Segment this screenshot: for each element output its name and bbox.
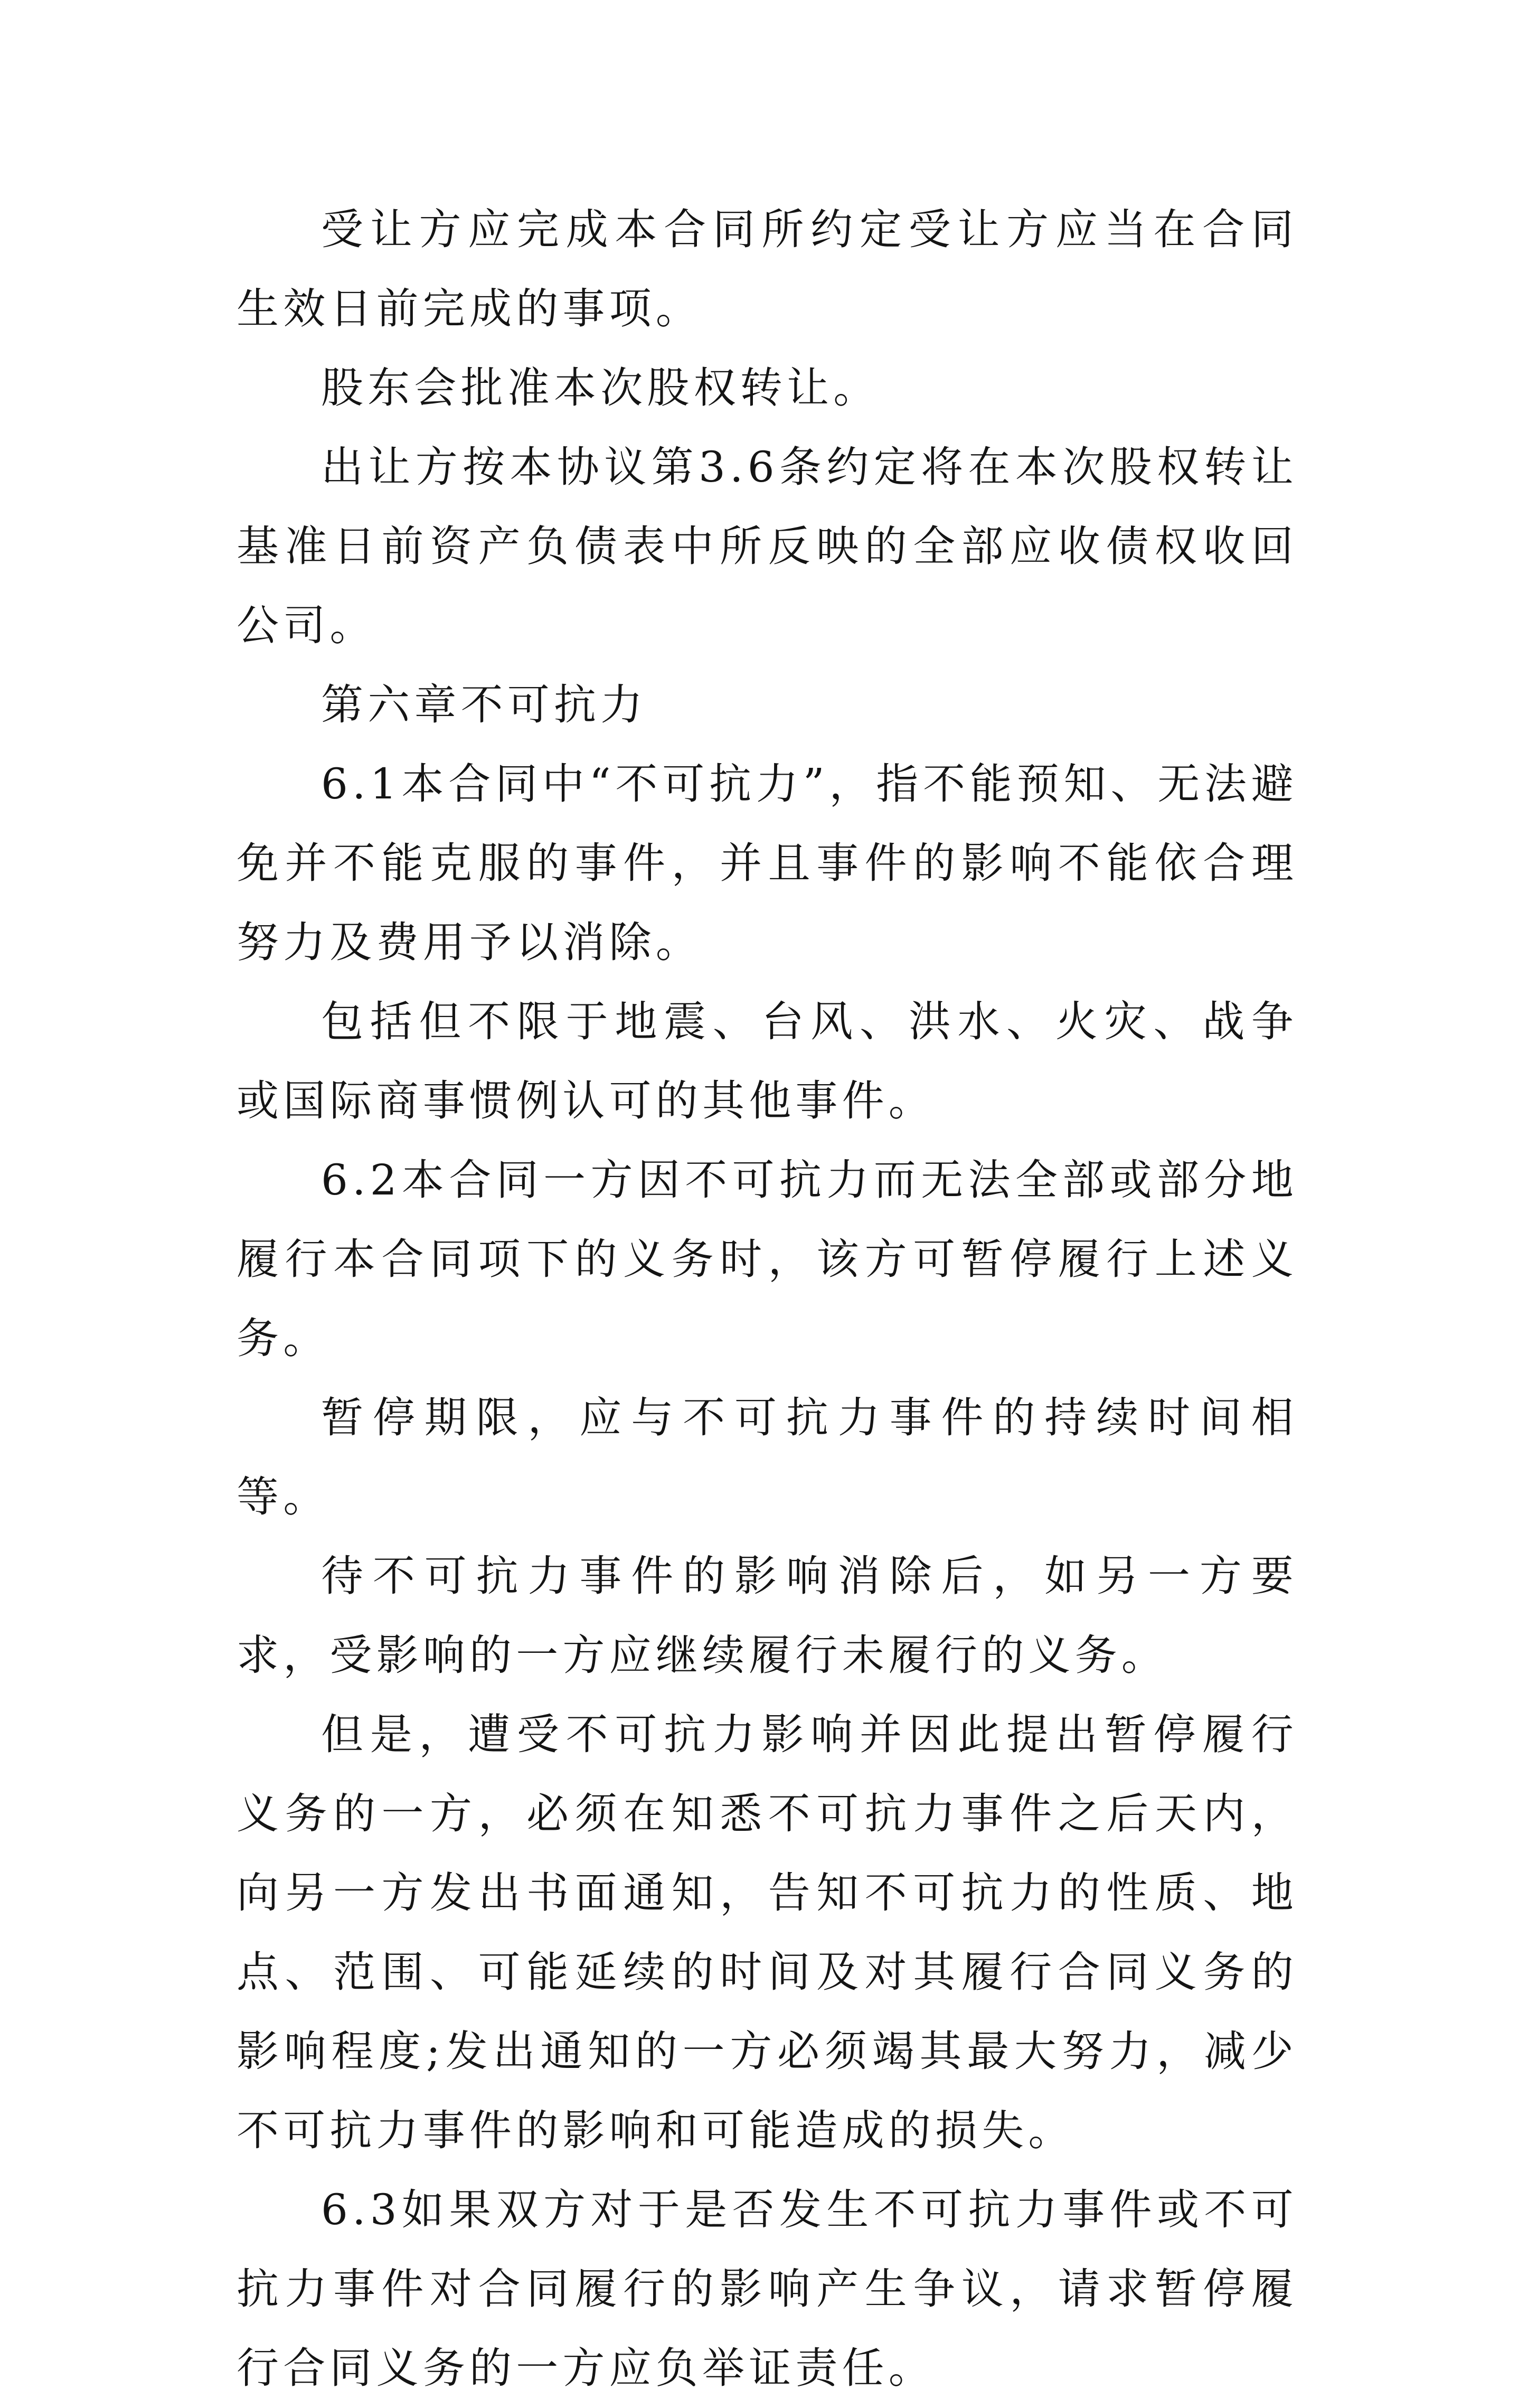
clause-6-2: 6.2本合同一方因不可抗力而无法全部或部分地履行本合同项下的义务时，该方可暂停履行上述义务。 [237, 1155, 1298, 1363]
paragraph-receivables-recovery: 出让方按本协议第3.6条约定将在本次股权转让基准日前资产负债表中所反映的全部应收债权收回公司。 [237, 443, 1298, 650]
paragraph-shareholder-approval: 股东会批准本次股权转让。 [321, 363, 880, 412]
paragraph-force-majeure-examples: 包括但不限于地震、台风、洪水、火灾、战争或国际商事惯例认可的其他事件。 [237, 997, 1298, 1125]
paragraph-resume-obligations: 待不可抗力事件的影响消除后，如另一方要求，受影响的一方应继续履行未履行的义务。 [237, 1551, 1298, 1680]
clause-6-3: 6.3如果双方对于是否发生不可抗力事件或不可抗力事件对合同履行的影响产生争议，请求暂停履行合同义务的一方应负举证责任。 [237, 2185, 1298, 2393]
clause-6-1: 6.1本合同中“不可抗力”，指不能预知、无法避免并不能克服的事件，并且事件的影响不能依合理努力及费用予以消除。 [237, 759, 1298, 967]
paragraph-transferee-obligations: 受让方应完成本合同所约定受让方应当在合同生效日前完成的事项。 [237, 205, 1298, 333]
document-body [237, 190, 1298, 2408]
paragraph-notice-requirement: 但是，遭受不可抗力影响并因此提出暂停履行义务的一方，必须在知悉不可抗力事件之后天内，向另一方发出书面通知，告知不可抗力的性质、地点、范围、可能延续的时间及对其履行合同义务的影响程度;发出通知的一方必须竭其最大努力，减少不可抗力事件的影响和可能造成的损失。 [237, 1710, 1298, 2155]
chapter-heading-force-majeure: 第六章不可抗力 [321, 680, 647, 729]
paragraph-suspension-period: 暂停期限，应与不可抗力事件的持续时间相等。 [237, 1393, 1298, 1521]
